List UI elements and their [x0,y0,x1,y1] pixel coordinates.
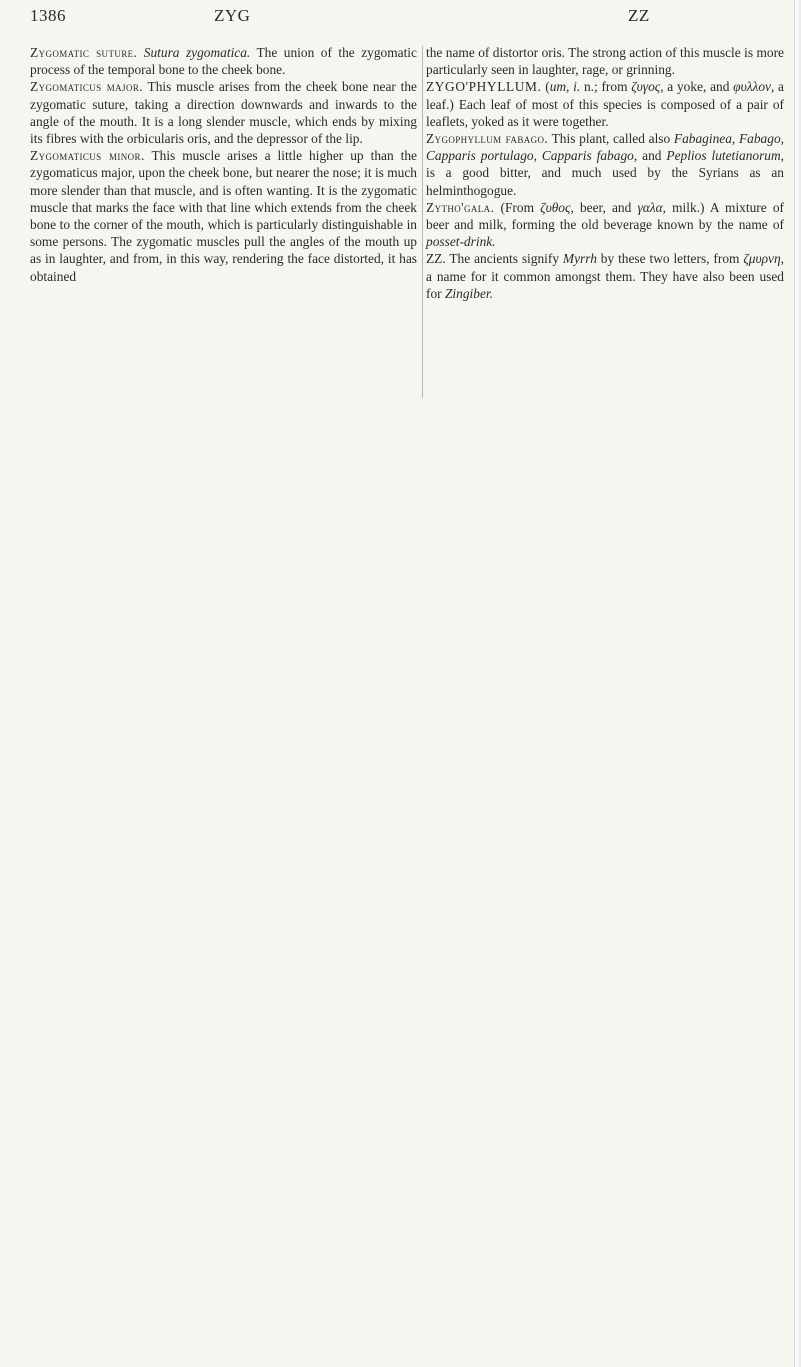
entry-text: This muscle arises from the cheek bone near the zygomatic suture, taking a direction downwards and inwards to the angle of the mouth. It is a long slender muscle, which ends by mixing its fibres with the orbicularis oris, and the depressor of the lip. [30,79,417,147]
entry-text: and [637,148,667,164]
entry-italic-term: Myrrh [562,251,597,267]
entry-italic-term: posset-drink. [426,234,496,250]
entry-zygomaticus-major [30,78,417,147]
entry-zygophyllum [426,78,784,130]
entry-text: ( [541,79,550,95]
page-number: 1386 [30,6,66,25]
running-head-left: ZYG [214,6,251,25]
entry-zygomaticus-minor [30,147,417,285]
entry-zythogala [426,199,784,251]
entry-headword: Zygomatic suture. [30,45,138,60]
page-header [30,6,785,34]
column-divider [422,46,423,398]
entry-italic-term: Zingiber. [444,285,493,301]
entry-headword: ZZ. [426,251,446,267]
entry-text: is a good bitter, and much used by the Syrians as an helminthogogue. [426,165,784,198]
page-edge [794,0,801,1367]
entry-text: , a leaf.) Each leaf of most of this species is composed of a pair of leaflets, yoked as it were together. [426,79,784,129]
entry-text: , a name for it common amongst them. They have also been used for [426,251,784,301]
entry-text: (From [494,199,541,215]
entry-text: , beer, and [570,199,638,215]
entry-headword: ZYGO'PHYLLUM. [426,79,542,95]
entry-text: , a yoke, and [660,79,734,95]
right-column [426,44,784,302]
entry-text: , milk.) A mixture of beer and milk, forming the old beverage known by the name of [426,199,784,233]
entry-headword: Zygomaticus major. [30,79,144,95]
entry-headword: Zygomaticus minor. [30,148,145,164]
entry-text: by these two letters, from [596,251,744,267]
entry-greek: ζμυρνη [743,251,781,267]
entry-zygophyllum-fabago [426,130,784,199]
entry-greek: ζυγος [631,79,661,95]
entry-synonyms: Peplios lutetianorum, [666,148,785,164]
entry-zygomatic-suture [30,44,417,78]
entry-text: This muscle arises a little higher up than the zygomaticus major, upon the cheek bone, but nearer the nose; it is much more slender than that muscle, and is often wanting. It is the zygomatic muscle that marks the face with that line which extends from the cheek bone to the corner of the mouth, which is particularly distinguishable in some persons. The zygomatic muscles pull the angles of the mouth up as in laughter, and from, in this way, rendering the face distorted, it has obtained [30,148,417,284]
left-column [30,44,417,285]
entry-latin: Sutura zygomatica. [143,45,251,60]
entry-text: n.; from [580,79,632,95]
entry-continuation [426,44,784,78]
entry-grammar: um, i. [549,79,581,95]
entry-greek: ζυθος [540,199,571,215]
entry-synonyms: Fabaginea, Fabago, Capparis portulago, Capparis fabago, [426,131,784,164]
entry-greek: φυλλον [733,79,771,95]
entry-text: The ancients signify [445,251,563,267]
entry-headword: Zygophyllum fabago. [426,131,549,147]
running-head-right: ZZ [628,6,650,25]
entry-zz [426,250,784,302]
entry-greek: γαλα [637,199,663,215]
entry-text: the name of distortor oris. The strong action of this muscle is more particularly seen in laughter, rage, or grinning. [426,45,784,78]
entry-text: This plant, called also [548,131,674,147]
entry-headword: Zytho'gala. [426,199,495,215]
entry-text: The union of the zygomatic process of the temporal bone to the cheek bone. [30,45,417,78]
